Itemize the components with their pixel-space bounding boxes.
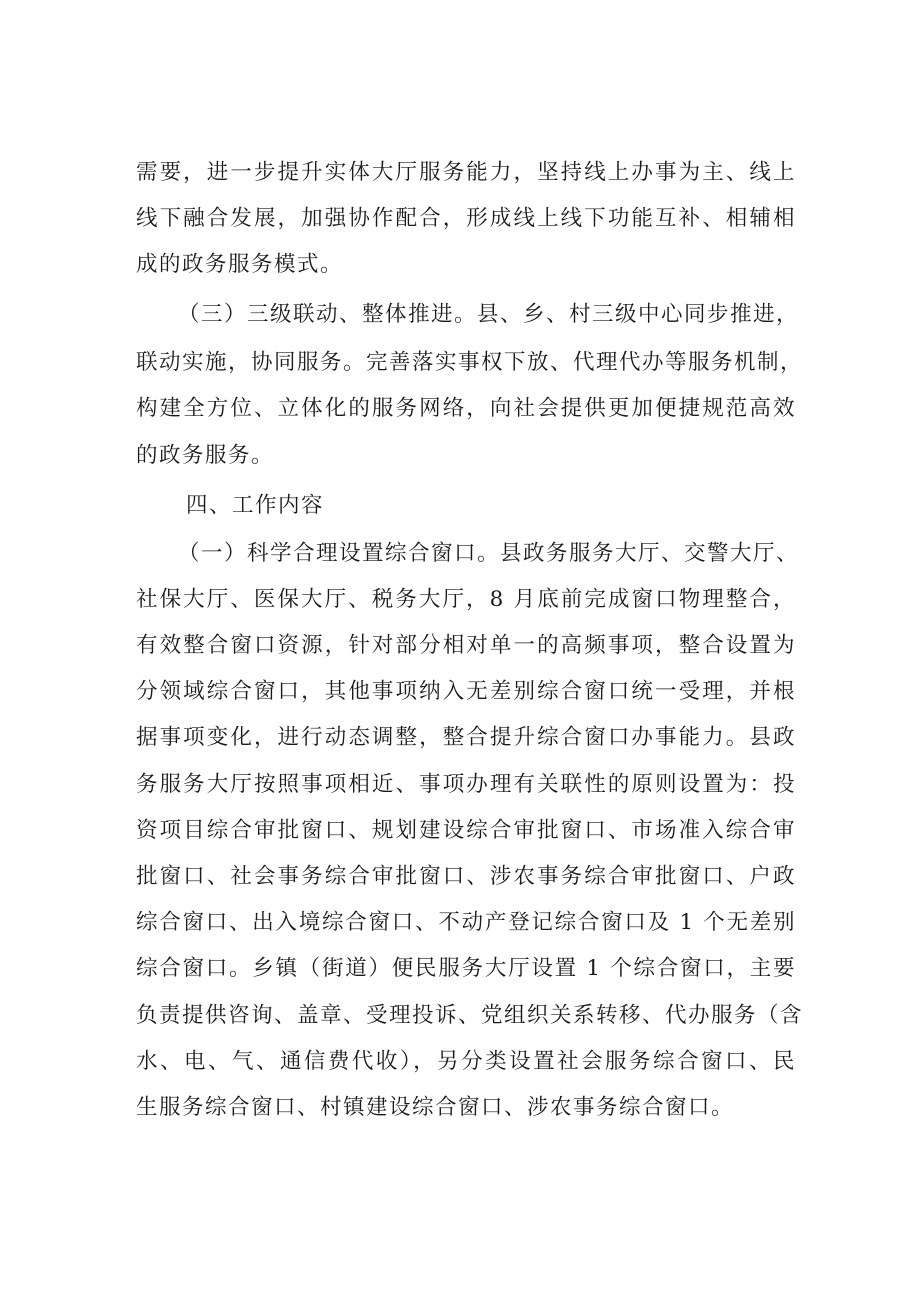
paragraph-line: 水、电、气、通信费代收），另分类设置社会服务综合窗口、民 [136,1049,796,1074]
paragraph-line: 线下融合发展，加强协作配合，形成线上线下功能互补、相辅相 [136,206,796,231]
paragraph-line: 联动实施，协同服务。完善落实事权下放、代理代办等服务机制， [136,350,804,375]
paragraph-line: 负责提供咨询、盖章、受理投诉、党组织关系转移、代办服务（含 [136,1003,804,1028]
paragraph-line: 综合窗口。乡镇（街道）便民服务大厅设置 1 个综合窗口，主要 [136,956,796,981]
paragraph-line: 务服务大厅按照事项相近、事项办理有关联性的原则设置为：投 [136,772,796,797]
section-title: 四、工作内容 [186,493,325,518]
paragraph-line: 综合窗口、出入境综合窗口、不动产登记综合窗口及 1 个无差别 [136,910,796,935]
section-heading-line: （三）三级联动、整体推进。县、乡、村三级中心同步推进， [178,302,800,327]
paragraph-line: 据事项变化，进行动态调整，整合提升综合窗口办事能力。县政 [136,725,796,750]
paragraph-line: 构建全方位、立体化的服务网络，向社会提供更加便捷规范高效 [136,396,796,421]
paragraph-line: 分领域综合窗口，其他事项纳入无差别综合窗口统一受理，并根 [136,679,796,704]
paragraph-line: 批窗口、社会事务综合审批窗口、涉农事务综合审批窗口、户政 [136,864,796,889]
section-heading-line: （一）科学合理设置综合窗口。县政务服务大厅、交警大厅、 [178,541,800,566]
paragraph-line: 的政务服务。 [136,443,275,468]
paragraph-line: 生服务综合窗口、村镇建设综合窗口、涉农事务综合窗口。 [136,1095,735,1120]
paragraph-line: 社保大厅、医保大厅、税务大厅，8 月底前完成窗口物理整合， [136,587,796,612]
paragraph-line: 有效整合窗口资源，针对部分相对单一的高频事项，整合设置为 [136,633,796,658]
paragraph-line: 资项目综合审批窗口、规划建设综合审批窗口、市场准入综合审 [136,818,796,843]
paragraph-line: 成的政务服务模式。 [136,252,344,277]
paragraph-line: 需要，进一步提升实体大厅服务能力，坚持线上办事为主、线上 [136,160,796,185]
